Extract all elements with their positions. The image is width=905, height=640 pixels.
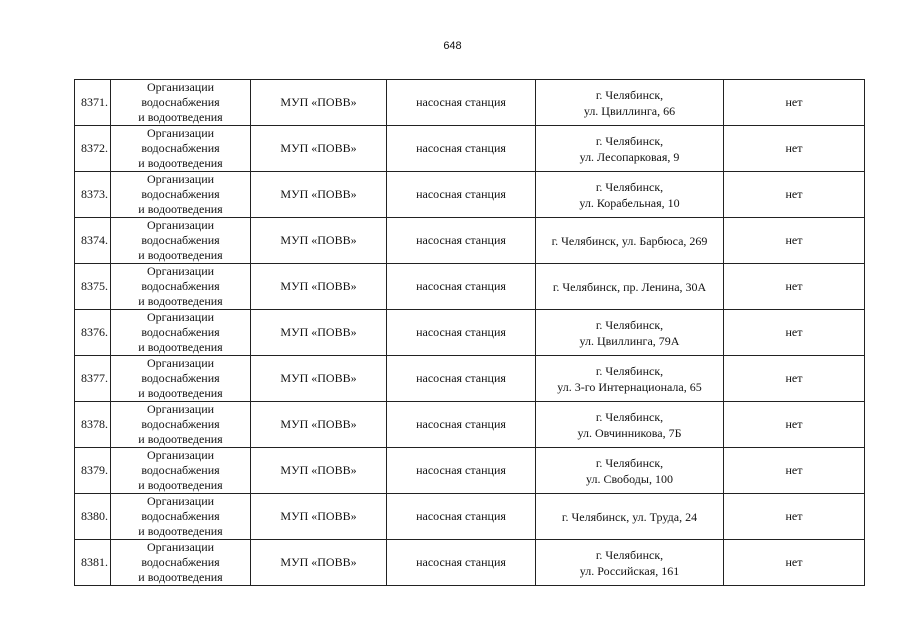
organization-type-line: Организации [146,310,215,324]
company-name: МУП «ПОВВ» [251,218,387,264]
company-name: МУП «ПОВВ» [251,540,387,586]
address-line: г. Челябинск, ул. Барбюса, 269 [551,233,708,248]
address-line: г. Челябинск, пр. Ленина, 30А [552,279,707,294]
address [536,540,724,586]
company-name: МУП «ПОВВ» [251,402,387,448]
table-row [75,126,865,172]
row-number: 8375. [75,264,111,310]
organization-type [111,218,251,264]
organization-type [111,126,251,172]
organization-type-line: Организации [146,402,215,416]
object-type: насосная станция [387,310,536,356]
organization-type [111,264,251,310]
organization-type-line: и водоотведения [138,110,223,124]
organization-type-line: и водоотведения [138,248,223,262]
company-name: МУП «ПОВВ» [251,80,387,126]
organization-type [111,540,251,586]
address [536,310,724,356]
status: нет [724,264,865,310]
object-type: насосная станция [387,126,536,172]
table-row [75,494,865,540]
organization-type-line: и водоотведения [138,156,223,170]
address [536,126,724,172]
organization-type-line: и водоотведения [138,478,223,492]
organization-type-line: Организации [146,218,215,232]
address [536,218,724,264]
organization-type-line: и водоотведения [138,570,223,584]
address-line: ул. Корабельная, 10 [579,195,680,210]
organization-type-line: и водоотведения [138,340,223,354]
company-name: МУП «ПОВВ» [251,310,387,356]
status: нет [724,218,865,264]
organization-type-line: и водоотведения [138,386,223,400]
row-number: 8377. [75,356,111,402]
organization-type-line: и водоотведения [138,202,223,216]
address-line: ул. 3-го Интернационала, 65 [557,379,702,394]
organization-type-line: водоснабжения [141,509,220,523]
organization-type-line: водоснабжения [141,187,220,201]
object-type: насосная станция [387,218,536,264]
address-line: г. Челябинск, [595,455,664,470]
organization-type-line: Организации [146,126,215,140]
address [536,356,724,402]
address [536,448,724,494]
company-name: МУП «ПОВВ» [251,172,387,218]
status: нет [724,126,865,172]
object-type: насосная станция [387,80,536,126]
address-line: г. Челябинск, ул. Труда, 24 [561,509,698,524]
organization-type-line: и водоотведения [138,524,223,538]
table-row [75,448,865,494]
organization-type [111,172,251,218]
address-line: г. Челябинск, [595,179,664,194]
organization-type [111,356,251,402]
table-row [75,264,865,310]
address-line: ул. Овчинникова, 7Б [577,425,682,440]
company-name: МУП «ПОВВ» [251,448,387,494]
address-line: ул. Свободы, 100 [586,471,673,486]
organization-type-line: Организации [146,356,215,370]
organization-type-line: Организации [146,494,215,508]
company-name: МУП «ПОВВ» [251,126,387,172]
status: нет [724,402,865,448]
organization-type [111,80,251,126]
row-number: 8371. [75,80,111,126]
object-type: насосная станция [387,494,536,540]
table-row [75,402,865,448]
address-line: г. Челябинск, [595,409,664,424]
status: нет [724,448,865,494]
row-number: 8378. [75,402,111,448]
address [536,494,724,540]
address-line: ул. Лесопарковая, 9 [579,149,680,164]
address [536,172,724,218]
object-type: насосная станция [387,540,536,586]
address-line: ул. Российская, 161 [579,563,680,578]
address-line: г. Челябинск, [595,87,664,102]
object-type: насосная станция [387,356,536,402]
status: нет [724,540,865,586]
page-number: 648 [443,40,462,52]
status: нет [724,172,865,218]
organization-type-line: Организации [146,264,215,278]
registry-table [74,79,865,586]
company-name: МУП «ПОВВ» [251,264,387,310]
table-row [75,80,865,126]
row-number: 8380. [75,494,111,540]
row-number: 8379. [75,448,111,494]
row-number: 8373. [75,172,111,218]
organization-type-line: Организации [146,448,215,462]
row-number: 8376. [75,310,111,356]
status: нет [724,310,865,356]
object-type: насосная станция [387,402,536,448]
organization-type-line: водоснабжения [141,371,220,385]
table-row [75,172,865,218]
address-line: г. Челябинск, [595,133,664,148]
table-row [75,218,865,264]
table-body [75,80,865,586]
row-number: 8381. [75,540,111,586]
object-type: насосная станция [387,172,536,218]
organization-type-line: водоснабжения [141,95,220,109]
organization-type-line: и водоотведения [138,294,223,308]
organization-type-line: Организации [146,540,215,554]
address [536,80,724,126]
organization-type-line: и водоотведения [138,432,223,446]
organization-type-line: водоснабжения [141,141,220,155]
object-type: насосная станция [387,448,536,494]
organization-type-line: водоснабжения [141,325,220,339]
address-line: г. Челябинск, [595,547,664,562]
address-line: г. Челябинск, [595,317,664,332]
organization-type-line: Организации [146,80,215,94]
address-line: г. Челябинск, [595,363,664,378]
status: нет [724,356,865,402]
status: нет [724,494,865,540]
organization-type [111,448,251,494]
object-type: насосная станция [387,264,536,310]
organization-type [111,310,251,356]
organization-type-line: водоснабжения [141,463,220,477]
organization-type-line: Организации [146,172,215,186]
table-row [75,356,865,402]
organization-type-line: водоснабжения [141,279,220,293]
organization-type [111,402,251,448]
organization-type-line: водоснабжения [141,417,220,431]
organization-type-line: водоснабжения [141,555,220,569]
address-line: ул. Цвиллинга, 79А [579,333,680,348]
row-number: 8374. [75,218,111,264]
status: нет [724,80,865,126]
company-name: МУП «ПОВВ» [251,356,387,402]
company-name: МУП «ПОВВ» [251,494,387,540]
organization-type-line: водоснабжения [141,233,220,247]
table-row [75,540,865,586]
address [536,402,724,448]
address [536,264,724,310]
address-line: ул. Цвиллинга, 66 [583,103,676,118]
table-row [75,310,865,356]
organization-type [111,494,251,540]
row-number: 8372. [75,126,111,172]
